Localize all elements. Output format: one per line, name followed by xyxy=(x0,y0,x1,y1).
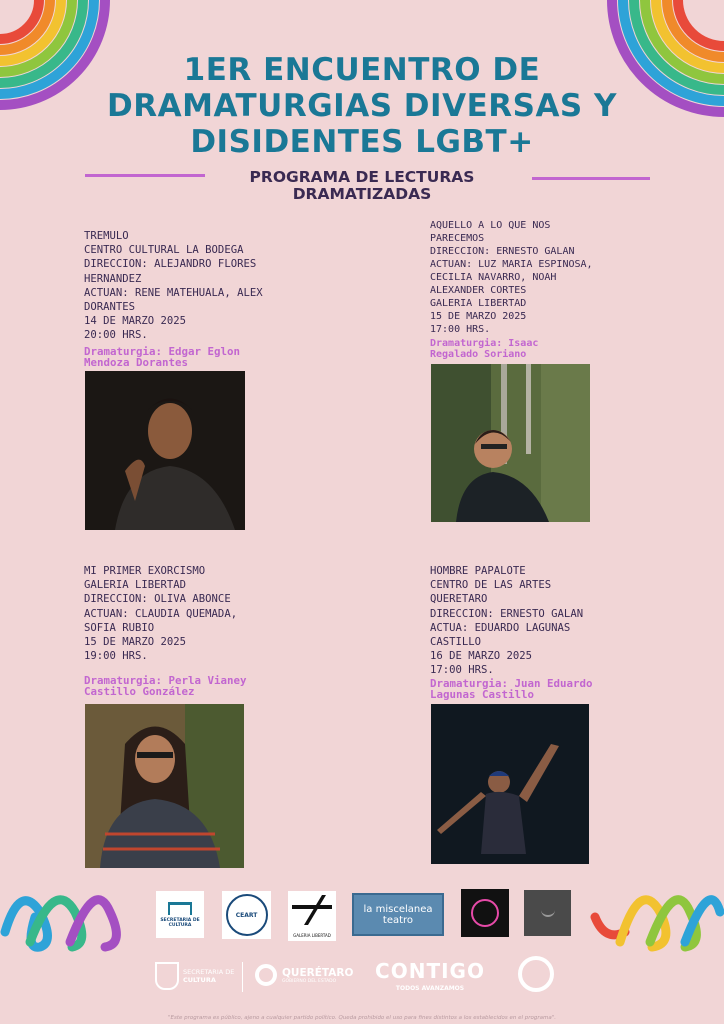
event-line: SOFIA RUBIO xyxy=(84,621,155,634)
dramaturgia-line: Dramaturgia: Perla Vianey xyxy=(84,674,247,687)
q-logo-icon xyxy=(255,964,277,986)
logo-label: SECRETARIA DE CULTURA xyxy=(160,917,200,928)
footer-queretaro xyxy=(255,964,353,986)
event-line: QUERETARO xyxy=(430,593,488,606)
logo-label: CEART xyxy=(235,911,258,919)
logo-ceart xyxy=(222,891,271,939)
event-line: CECILIA NAVARRO, NOAH xyxy=(430,272,557,283)
event-tremulo xyxy=(84,229,263,343)
footer-label: CULTURA xyxy=(183,976,216,984)
logo-la-miscelanea-teatro xyxy=(352,893,444,936)
event-time: 19:00 HRS. xyxy=(84,650,148,663)
event-title: TREMULO xyxy=(84,230,129,242)
title-line: 1ER ENCUENTRO DE xyxy=(183,52,541,88)
event-line: ACTUAN: CLAUDIA QUEMADA, xyxy=(84,607,238,620)
footer-divider xyxy=(242,962,243,992)
logo-galeria-libertad xyxy=(288,891,336,941)
photo-isaac-regalado xyxy=(431,364,590,522)
event-venue: CENTRO DE LAS ARTES xyxy=(430,579,552,592)
title-line: DISIDENTES LGBT+ xyxy=(190,124,534,160)
event-title: MI PRIMER EXORCISMO xyxy=(84,565,206,577)
event-date: 15 DE MARZO 2025 xyxy=(84,636,187,649)
event-line: PARECEMOS xyxy=(430,233,485,244)
footer-label: QUERÉTARO xyxy=(282,966,354,979)
divider-left xyxy=(85,174,205,177)
footer-contigo xyxy=(372,960,488,992)
event-dramaturgia xyxy=(84,346,240,368)
event-date: 16 DE MARZO 2025 xyxy=(430,650,533,663)
subtitle-line: PROGRAMA DE LECTURAS xyxy=(249,168,475,186)
divider-right xyxy=(532,177,650,180)
footer-secretaria-cultura xyxy=(155,962,234,990)
event-venue: GALERIA LIBERTAD xyxy=(430,298,527,309)
logo-dark-pink xyxy=(461,889,509,937)
title-line: DRAMATURGIAS DIVERSAS Y xyxy=(107,88,617,124)
event-line: CASTILLO xyxy=(430,636,482,649)
footer-label: SECRETARIA DE xyxy=(183,968,235,976)
event-aquello xyxy=(430,219,593,336)
disclaimer: "Este programa es público, ajeno a cualquier partido político. Queda prohibido el uso para fines distintos a los establecidos en el programa". xyxy=(168,1015,556,1021)
event-mi-primer-exorcismo xyxy=(84,564,237,663)
event-line: DIRECCION: OLIVA ABONCE xyxy=(84,593,231,606)
event-venue: GALERIA LIBERTAD xyxy=(84,579,187,592)
footer-label: TODOS AVANZAMOS xyxy=(395,985,465,992)
event-dramaturgia xyxy=(430,678,593,700)
photo-juan-eduardo xyxy=(431,704,589,864)
event-time: 20:00 HRS. xyxy=(84,329,148,342)
event-line: ALEXANDER CORTES xyxy=(430,285,527,296)
subtitle-line: DRAMATIZADAS xyxy=(292,185,432,203)
event-dramaturgia xyxy=(84,675,247,697)
footer-label: GOBIERNO DEL ESTADO xyxy=(282,978,337,984)
event-line: ACTUAN: RENE MATEHUALA, ALEX xyxy=(84,286,263,299)
page-subtitle xyxy=(200,169,524,203)
dramaturgia-line: Dramaturgia: Isaac xyxy=(430,338,539,349)
logo-label: GALERIA LIBERTAD xyxy=(293,933,331,938)
dramaturgia-line: Dramaturgia: Juan Eduardo xyxy=(430,677,593,690)
event-time: 17:00 HRS. xyxy=(430,324,491,335)
event-line: DIRECCION: ERNESTO GALAN xyxy=(430,607,584,620)
swirl-left xyxy=(0,872,140,957)
dramaturgia-line: Lagunas Castillo xyxy=(430,688,535,701)
shield-icon xyxy=(155,962,179,990)
footer-label: CONTIGO xyxy=(375,959,485,983)
dramaturgia-line: Dramaturgia: Edgar Eglon xyxy=(84,345,241,358)
event-line: DIRECCION: ERNESTO GALAN xyxy=(430,246,575,257)
photo-edgar-eglon xyxy=(85,371,245,530)
dramaturgia-line: Mendoza Dorantes xyxy=(84,356,189,369)
swirl-right xyxy=(590,872,724,957)
dramaturgia-line: Castillo González xyxy=(84,685,195,698)
event-line: ACTUAN: LUZ MARIA ESPINOSA, xyxy=(430,259,593,270)
event-title: AQUELLO A LO QUE NOS xyxy=(430,220,551,231)
event-line: DORANTES xyxy=(84,301,136,314)
page-title xyxy=(0,52,724,160)
footer-circle-logo xyxy=(518,956,554,992)
event-venue: CENTRO CULTURAL LA BODEGA xyxy=(84,244,244,257)
event-hombre-papalote xyxy=(430,564,583,678)
logo-label: teatro xyxy=(382,914,414,926)
event-time: 17:00 HRS. xyxy=(430,664,494,677)
event-date: 15 DE MARZO 2025 xyxy=(430,311,527,322)
logo-secretaria-cultura xyxy=(156,891,204,938)
event-line: ACTUA: EDUARDO LAGUNAS xyxy=(430,621,571,634)
event-line: HERNANDEZ xyxy=(84,272,142,285)
event-title: HOMBRE PAPALOTE xyxy=(430,565,526,577)
photo-perla-vianey xyxy=(85,704,244,868)
logo-dark-grey xyxy=(524,890,571,936)
dramaturgia-line: Regalado Soriano xyxy=(430,348,527,360)
event-date: 14 DE MARZO 2025 xyxy=(84,315,187,328)
logo-label: la miscelanea xyxy=(363,903,433,915)
event-dramaturgia xyxy=(430,339,538,360)
event-line: DIRECCION: ALEJANDRO FLORES xyxy=(84,258,257,271)
